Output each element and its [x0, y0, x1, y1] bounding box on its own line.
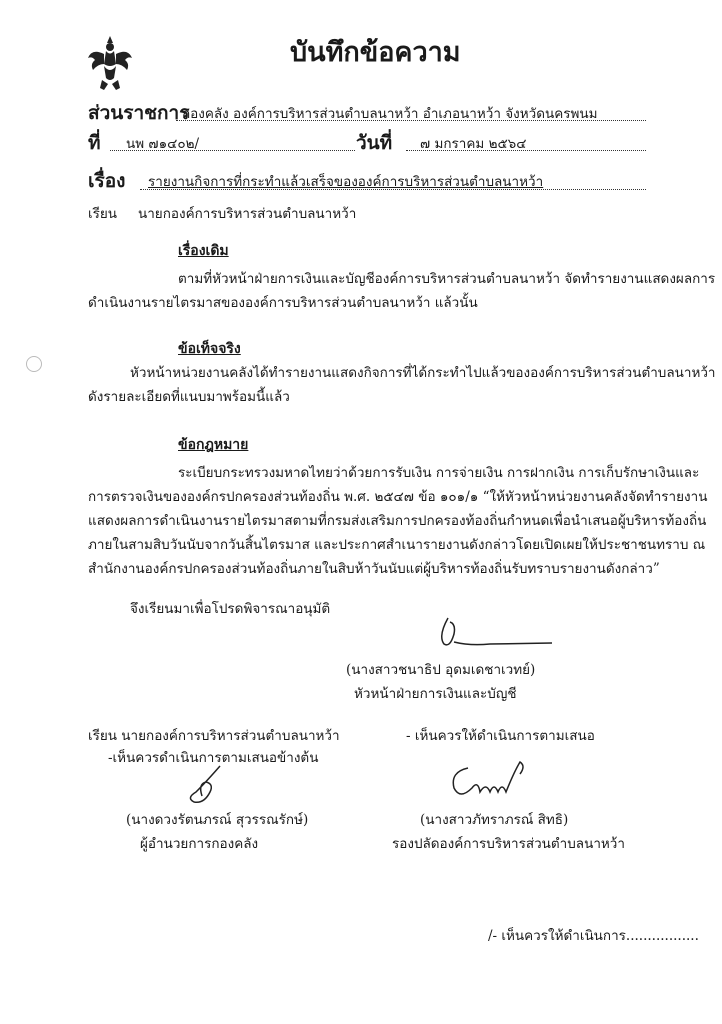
to-value: นายกองค์การบริหารส่วนตำบลนาหว้า — [138, 206, 357, 222]
signature-2-mark — [176, 762, 236, 810]
signature-3-mark — [440, 752, 550, 808]
number-underline — [110, 150, 355, 151]
subject-label: เรื่อง — [88, 170, 126, 192]
left-note-1: เรียน นายกองค์การบริหารส่วนตำบลนาหว้า — [88, 728, 340, 744]
origin-heading: เรื่องเดิม — [178, 243, 229, 259]
signature-2-name: (นางดวงรัตนภรณ์ สุวรรณรักษ์) — [126, 812, 309, 828]
signature-1-mark — [430, 612, 560, 652]
memo-title: บันทึกข้อความ — [290, 37, 461, 68]
right-note: - เห็นควรให้ดำเนินการตามเสนอ — [406, 728, 595, 744]
facts-heading: ข้อเท็จจริง — [178, 341, 241, 357]
number-label: ที่ — [88, 132, 101, 154]
signature-2-position: ผู้อำนวยการกองคลัง — [140, 836, 259, 852]
footer-note: /- เห็นควรให้ดำเนินการ................. — [488, 928, 699, 944]
signature-1-name: (นางสาวชนาธิป อุดมเดชาเวทย์) — [346, 662, 536, 678]
law-line-3: แสดงผลการดำเนินงานรายไตรมาสตามที่กรมส่งเสริมการปกครองท้องถิ่นกำหนดเพื่อนำเสนอผู้บริหารท้องถิ่น — [88, 513, 707, 529]
closing-text: จึงเรียนมาเพื่อโปรดพิจารณาอนุมัติ — [130, 601, 331, 617]
facts-line-1: หัวหน้าหน่วยงานคลังได้ทำรายงานแสดงกิจการที่ได้กระทำไปแล้วขององค์การบริหารส่วนตำบลนาหว้า — [130, 365, 716, 381]
number-value: นพ ๗๑๔๐๒/ — [126, 136, 200, 152]
signature-3-position: รองปลัดองค์การบริหารส่วนตำบลนาหว้า — [392, 836, 625, 852]
date-label: วันที่ — [356, 132, 393, 154]
origin-line-2: ดำเนินงานรายไตรมาสขององค์การบริหารส่วนตำบลนาหว้า แล้วนั้น — [88, 295, 478, 311]
subject-value: รายงานกิจการที่กระทำแล้วเสร็จขององค์การบริหารส่วนตำบลนาหว้า — [148, 174, 544, 190]
law-line-2: การตรวจเงินขององค์กรปกครองส่วนท้องถิ่น พ.ศ. ๒๕๔๗ ข้อ ๑๐๑/๑ “ให้หัวหน้าหน่วยงานคลังจัดทำรายงาน — [88, 489, 708, 505]
left-note-2: -เห็นควรดำเนินการตามเสนอข้างต้น — [108, 750, 319, 766]
signature-1-position: หัวหน้าฝ่ายการเงินและบัญชี — [354, 686, 517, 702]
facts-line-2: ดังรายละเอียดที่แนบมาพร้อมนี้แล้ว — [88, 389, 290, 405]
garuda-emblem-icon — [86, 34, 134, 92]
to-label: เรียน — [88, 206, 118, 222]
law-heading: ข้อกฎหมาย — [178, 437, 249, 453]
date-underline — [406, 150, 646, 151]
law-line-1: ระเบียบกระทรวงมหาดไทยว่าด้วยการรับเงิน การจ่ายเงิน การฝากเงิน การเก็บรักษาเงินและ — [178, 465, 700, 481]
punch-hole — [26, 356, 42, 372]
subject-underline — [140, 189, 646, 190]
origin-line-1: ตามที่หัวหน้าฝ่ายการเงินและบัญชีองค์การบริหารส่วนตำบลนาหว้า จัดทำรายงานแสดงผลการ — [178, 271, 716, 287]
date-value: ๗ มกราคม ๒๕๖๔ — [420, 136, 527, 152]
signature-3-name: (นางสาวภัทราภรณ์ สิทธิ) — [420, 812, 569, 828]
law-line-5: สำนักงานองค์กรปกครองส่วนท้องถิ่นภายในสิบห้าวันนับแต่ผู้บริหารท้องถิ่นรับทราบรายงานดังกล่าว” — [88, 561, 660, 577]
agency-underline — [176, 120, 646, 121]
agency-value: กองคลัง องค์การบริหารส่วนตำบลนาหว้า อำเภอนาหว้า จังหวัดนครพนม — [182, 106, 598, 122]
agency-label: ส่วนราชการ — [88, 102, 190, 124]
law-line-4: ภายในสามสิบวันนับจากวันสิ้นไตรมาส และประกาศสำเนารายงานดังกล่าวโดยเปิดเผยให้ประชาชนทราบ ณ — [88, 537, 706, 553]
